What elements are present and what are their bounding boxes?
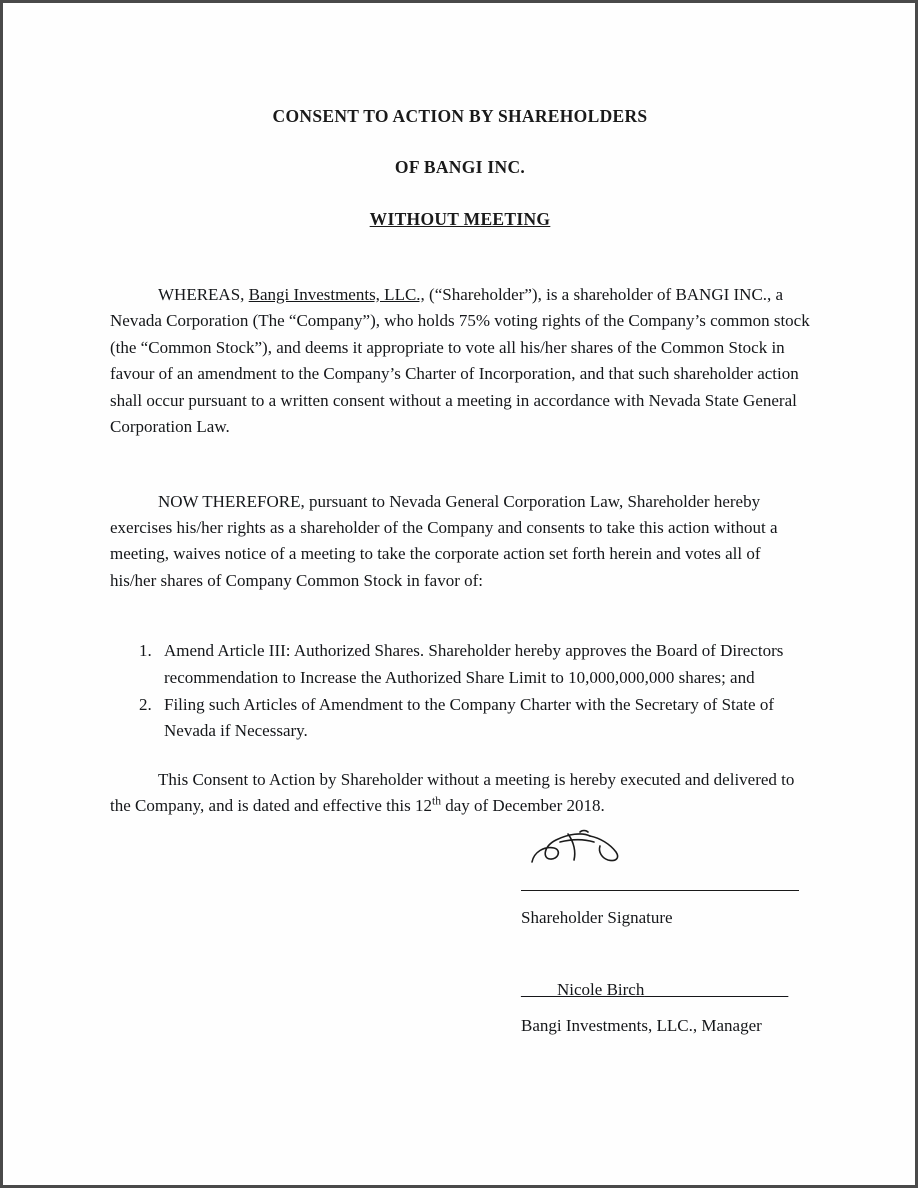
list-item: 2. Filing such Articles of Amendment to the Company Charter with the Secretary of State of Nevada if Necessary. bbox=[156, 692, 810, 745]
signer-name-line bbox=[521, 980, 799, 1000]
list-item: 1. Amend Article III: Authorized Shares. Shareholder hereby approves the Board of Directors recommendation to Increase the Authorized Share Limit to 10,000,000,000 shares; and bbox=[156, 638, 810, 691]
signature-rule bbox=[521, 890, 799, 891]
execution-before-date: This Consent to Action by Shareholder without a meeting is hereby executed and delivered to the Company, and is dated and effective this bbox=[110, 769, 795, 816]
whereas-lead: WHEREAS, bbox=[158, 285, 249, 304]
document-sheet bbox=[6, 6, 912, 1182]
document-title-line-3: WITHOUT MEETING bbox=[369, 209, 551, 229]
execution-day: 12 bbox=[414, 796, 432, 816]
name-blank-suffix: ________________ bbox=[644, 980, 789, 999]
execution-after-date: day of December 2018. bbox=[440, 796, 605, 816]
document-title-block bbox=[110, 106, 810, 230]
document-body bbox=[110, 106, 810, 820]
name-blank-prefix: ____ bbox=[521, 980, 557, 999]
spacer-before-list bbox=[110, 594, 810, 638]
document-title-line-1: CONSENT TO ACTION BY SHAREHOLDERS bbox=[272, 106, 648, 126]
signature-caption: Shareholder Signature bbox=[521, 908, 673, 927]
shareholder-party-name: Bangi Investments, LLC., bbox=[248, 285, 425, 304]
paragraph-whereas bbox=[110, 282, 810, 441]
paragraph-execution bbox=[110, 767, 810, 820]
signer-title: Bangi Investments, LLC., Manager bbox=[521, 1016, 762, 1035]
signer-name: Nicole Birch bbox=[557, 980, 645, 999]
spacer-after-whereas bbox=[110, 441, 810, 489]
document-title-line-2: OF BANGI INC. bbox=[394, 157, 526, 177]
spacer-after-list bbox=[110, 745, 810, 767]
resolutions-list bbox=[110, 638, 810, 745]
execution-ordinal: th bbox=[431, 794, 441, 808]
spacer-after-title bbox=[110, 230, 810, 282]
now-therefore-text: NOW THEREFORE, pursuant to Nevada General Corporation Law, Shareholder hereby exercises his/her rights as a shareholder of the Company and consents to take this action without a meeting, waives notice of a meeting to take the corporate action set forth herein and votes all of his/her shares of Company Common Stock in favor of: bbox=[110, 491, 778, 590]
handwritten-signature-icon bbox=[524, 826, 644, 870]
paragraph-now-therefore bbox=[110, 489, 810, 595]
whereas-rest: (“Shareholder”), is a shareholder of BANGI INC., a Nevada Corporation (The “Company”), who holds 75% voting rights of the Company’s common stock (the “Common Stock”), and deems it appropriate to vote all his/her shares of the Common Stock in favour of an amendment to the Company’s Charter of Incorporation, and that such shareholder action shall occur pursuant to a written consent without a meeting in accordance with Nevada State General Corporation Law. bbox=[110, 285, 810, 437]
